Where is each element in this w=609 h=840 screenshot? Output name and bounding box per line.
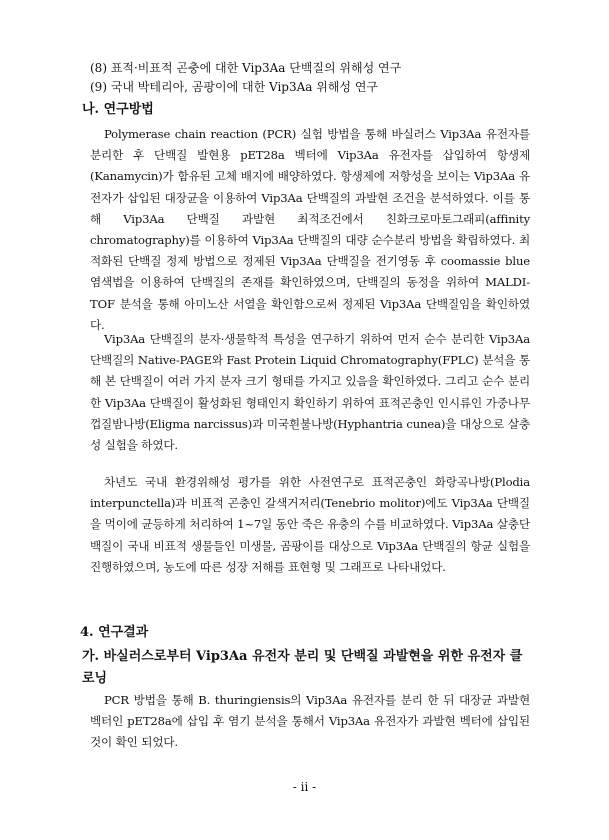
list-item-9: (9) 국내 박테리아, 곰팡이에 대한 Vip3Aa 위해성 연구 (90, 80, 379, 94)
page-number: - ii - (292, 780, 317, 794)
section-heading-methods: 나. 연구방법 (82, 102, 154, 117)
section-heading-results: 4. 연구결과 (80, 625, 149, 640)
results-paragraph-1: PCR 방법을 통해 B. thuringiensis의 Vip3Aa 유전자를 분리 한 뒤 대장균 과발현 벡터인 pET28a에 삽입 후 염기 분석을 통해서 Vip3Aa 유전자가 과발현 벡터에 삽입된 것이 확인 되었다. (90, 693, 530, 750)
methods-paragraph-1: Polymerase chain reaction (PCR) 실험 방법을 통해 바실러스 Vip3Aa 유전자를 분리한 후 단백질 발현용 pET28a 벡터에 Vip3Aa 유전자를 삽입하여 항생제(Kanamycin)가 함유된 고체 배지에 배양하였다. 항생제에 저항성을 보이는 Vip3Aa 유전자가 삽입된 대장균을 이용하여 Vip3Aa 단백질의 과발현 조건을 분석하였다. 이를 통해 Vip3Aa 단백질 과발현 최적조건에서 친화크로마토그래피(affinity chromatography)를 이용하여 Vip3Aa 단백질의 대량 순수분리 방법을 확립하였다. 최적화된 단백질 정제 방법으로 정제된 Vip3Aa 단백질을 전기영동 후 coomassie blue 염색법을 이용하여 단백질의 존재를 확인하였으며, 단백질의 동정을 위하여 MALDI-TOF 분석을 통해 아미노산 서열을 확인함으로써 정제된 Vip3Aa 단백질임을 확인하였다. (90, 127, 530, 332)
methods-paragraph-3: 차년도 국내 환경위해성 평가를 위한 사전연구로 표적곤충인 화랑곡나방(Plodia interpunctella)과 비표적 곤충인 갈색거저리(Tenebrio molitor)에도 Vip3Aa 단백질을 먹이에 균등하게 처리하여 1~7일 동안 죽은 유충의 수를 비교하였다. Vip3Aa 살충단백질이 국내 비표적 생물들인 미생물, 곰팡이를 대상으로 Vip3Aa 단백질의 항균 실험을 진행하였으며, 농도에 따른 성장 저해를 표현형 및 그래프로 나타내었다. (90, 475, 530, 574)
subsection-heading-cloning: 가. 바실러스로부터 Vip3Aa 유전자 분리 및 단백질 과발현을 위한 유전자 클로닝 (82, 649, 523, 686)
list-item-8: (8) 표적·비표적 곤충에 대한 Vip3Aa 단백질의 위해성 연구 (90, 61, 402, 75)
methods-paragraph-2: Vip3Aa 단백질의 분자·생물학적 특성을 연구하기 위하여 먼저 순수 분리한 Vip3Aa 단백질의 Native-PAGE와 Fast Protein Liquid Chromatography(FPLC) 분석을 통해 본 단백질이 여러 가지 분자 크기 형태를 가지고 있음을 확인하였다. 그리고 순수 분리한 Vip3Aa 단백질이 활성화된 형태인지 확인하기 위하여 표적곤충인 인시류인 가중나무껍질밤나방(Eligma narcissus)과 미국흰불나방(Hyphantria cunea)을 대상으로 살충성 실험을 하였다. (90, 332, 530, 453)
